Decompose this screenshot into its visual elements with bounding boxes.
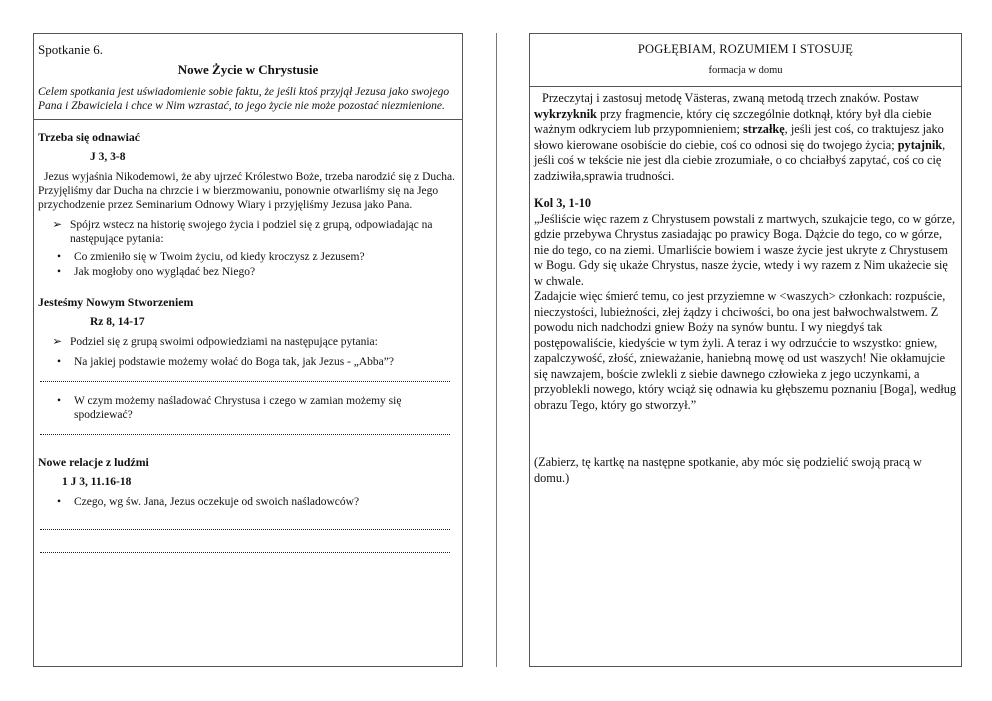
question-text: Co zmieniło się w Twoim życiu, od kiedy kroczysz z Jezusem?: [74, 251, 365, 263]
meeting-number: Spotkanie 6.: [38, 42, 103, 57]
homework-subtitle: formacja w domu: [708, 65, 783, 76]
reading-ref: Kol 3, 1-10: [534, 196, 592, 210]
meeting-goal: Celem spotkania jest uświadomienie sobie faktu, że jeśli ktoś przyjął Jezusa jako swojego Pana i Zbawiciela i chce w Nim wzrastać, to jego życie nie może pozostać niezmienione.: [38, 86, 450, 112]
question-text: W czym możemy naśladować Chrystusa i czego w zamian możemy się spodziewać?: [74, 395, 402, 421]
list-item: [38, 355, 458, 369]
homework-body: [530, 87, 961, 486]
list-item: [38, 394, 458, 422]
left-panel: [33, 33, 463, 667]
meeting-header: [34, 34, 462, 120]
list-item: [38, 265, 458, 279]
instruction-text: Spójrz wstecz na historię swojego życia i podziel się z grupą, odpowiadając na następujące pytania:: [70, 219, 433, 245]
question-text: Czego, wg św. Jana, Jezus oczekuje od swoich naśladowców?: [74, 496, 360, 508]
bullet-icon: •: [56, 266, 62, 278]
scripture-ref-rz8: Rz 8, 14-17: [90, 316, 145, 328]
arrow-bullet-icon: ➢: [52, 336, 62, 348]
section-text-renewal: Jezus wyjaśnia Nikodemowi, że aby ujrzeć Królestwo Boże, trzeba narodzić się z Ducha. Przyjęliśmy dar Ducha na chrzcie i w bierzmowaniu, ponownie otwarliśmy się na Jego przychodzenie przez Seminarium Odnowy Wiary i przyjęliśmy Jezusa jako Pana.: [38, 171, 455, 211]
instruction-new-creation: [38, 335, 458, 349]
list-item: [38, 495, 458, 509]
scripture-ref-j3: J 3, 3-8: [90, 151, 126, 163]
homework-title: POGŁĘBIAM, ROZUMIEM I STOSUJĘ: [637, 42, 854, 56]
bullet-icon: •: [56, 496, 62, 508]
question-text: Jak mogłoby ono wyglądać bez Niego?: [74, 266, 256, 278]
answer-line[interactable]: [40, 542, 450, 553]
question-text: Na jakiej podstawie możemy wołać do Boga tak, jak Jezus - „Abba”?: [74, 356, 394, 368]
section-heading-relations: Nowe relacje z ludźmi: [38, 455, 149, 469]
method-instructions: Przeczytaj i zastosuj metodę Västeras, zwaną metodą trzech znaków. Postaw wykrzyknik przy fragmencie, który cię szczególnie dotknął, który był dla ciebie ważnym odkryciem lub przypomnieniem; strzałkę, jeśli jest coś, co traktujesz jako słowo kierowane osobiście do ciebie, coś co odnosi się do twojego życia; pytajnik, jeśli coś w tekście nie jest dla ciebie zrozumiałe, o co chciałbyś zapytać, coś co cię zadziwiła,sprawia trudności.: [534, 91, 946, 183]
list-item: [38, 250, 458, 264]
meeting-title: Nowe Życie w Chrystusie: [177, 62, 319, 77]
instruction-text: Podziel się z grupą swoimi odpowiedziami na następujące pytania:: [70, 336, 378, 348]
left-body: [34, 120, 462, 553]
instruction-renewal: [38, 218, 458, 246]
scripture-ref-1j3: 1 J 3, 11.16-18: [62, 476, 132, 488]
reading-text: „Jeśliście więc razem z Chrystusem powstali z martwych, szukajcie tego, co w górze, gdzie przebywa Chrystus zasiadając po prawicy Boga. Dążcie do tego, co w górze, nie do tego, co na ziemi. Umarliście bowiem i wasze życie jest ukryte z Chrystusem w Bogu. Gdy się ukaże Chrystus, nasze życie, wtedy i wy razem z Nim ukażecie się w chwale.: [534, 211, 956, 288]
answer-line[interactable]: [40, 519, 450, 530]
bullet-icon: •: [56, 395, 62, 407]
arrow-bullet-icon: ➢: [52, 219, 62, 231]
right-panel: [529, 33, 962, 667]
closing-note: (Zabierz, tę kartkę na następne spotkanie, aby móc się podzielić swoją pracą w domu.): [534, 455, 922, 485]
reading-text-2: Zadajcie więc śmierć temu, co jest przyziemne w <waszych> członkach: rozpuście, nieczystości, lubieżności, złej żądzy i chciwości, bo ona jest bałwochwalstwem. Z powodu nich nadchodzi gniew Boży na synów buntu. I wy niegdyś tak postępowaliście, kiedyście w tym żyli. A teraz i wy odrzućcie to wszystko: gniew, zapalczywość, złość, znieważanie, haniebną mowę od ust waszych! Nie okłamujcie się nawzajem, boście zwlekli z siebie dawnego człowieka z jego uczynkami, a przyoblekli nowego, który wciąż się odnawia ku głębszemu poznaniu [Boga], według obrazu Tego, który go stworzył.”: [534, 289, 957, 412]
exclamation-label: wykrzyknik: [534, 106, 597, 121]
section-heading-new-creation: Jesteśmy Nowym Stworzeniem: [38, 295, 194, 309]
question-label: pytajnik: [897, 137, 943, 152]
bullet-icon: •: [56, 251, 62, 263]
section-heading-renewal: Trzeba się odnawiać: [38, 130, 141, 144]
bullet-icon: •: [56, 356, 62, 368]
answer-line[interactable]: [40, 371, 450, 382]
arrow-label: strzałkę: [743, 122, 785, 136]
answer-line[interactable]: [40, 424, 450, 435]
page-divider: [496, 33, 497, 667]
